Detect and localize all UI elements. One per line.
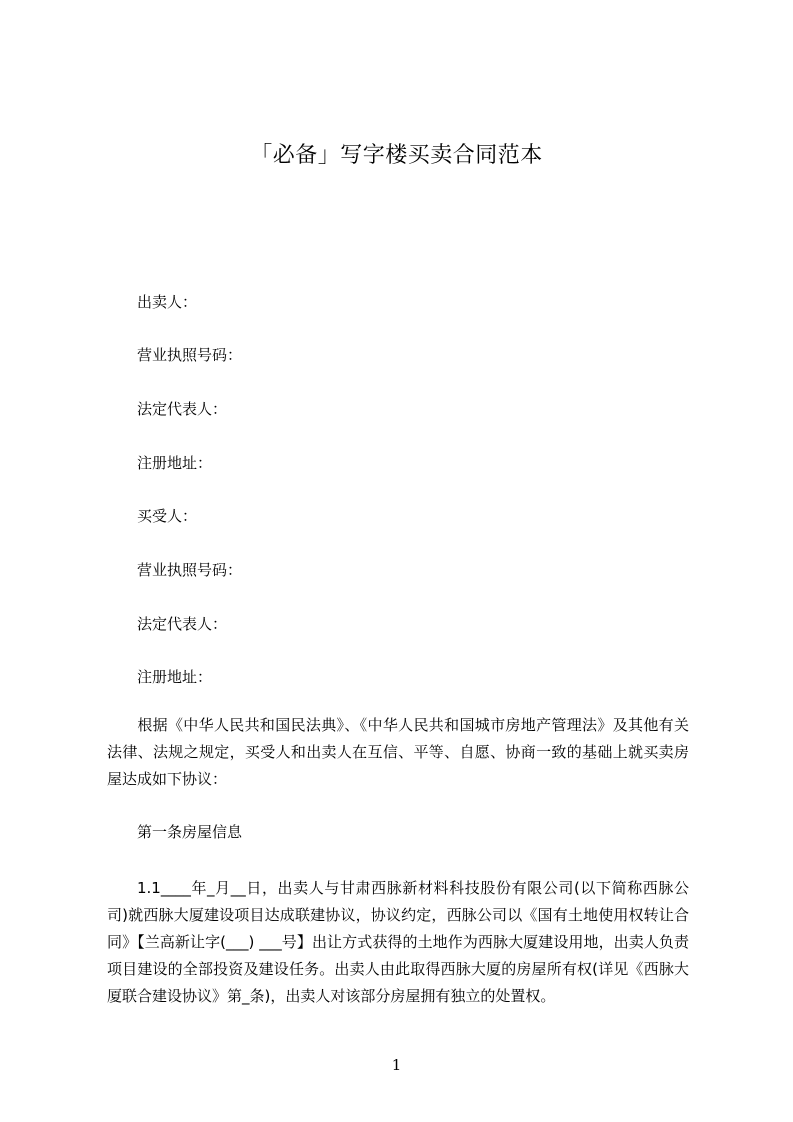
article-1-heading: 第一条房屋信息 (137, 823, 243, 841)
seller-address-label: 注册地址： (137, 454, 213, 472)
buyer-license-label: 营业执照号码： (137, 561, 243, 579)
preamble-paragraph (107, 712, 689, 793)
page-number: 1 (391, 1056, 402, 1074)
clause-1-1-paragraph (107, 875, 689, 1010)
clause-1-1-text: 1.1____年_月__日，出卖人与甘肃西脉新材料科技股份有限公司(以下简称西脉公司)就西脉大厦建设项目达成联建协议，协议约定，西脉公司以《国有土地使用权转让合同》【兰高新让字(___) ___号】出让方式获得的土地作为西脉大厦建设用地，出卖人负责项目建设的全部投资及建设任务。出卖人由此取得西脉大厦的房屋所有权(详见《西脉大厦联合建设协议》第_条)，出卖人对该部分房屋拥有独立的处置权。 (107, 879, 689, 1005)
buyer-legal-rep-label: 法定代表人： (137, 615, 228, 633)
document-title: 「必备」写字楼买卖合同范本 (250, 143, 543, 168)
buyer-name-label: 买受人： (137, 507, 198, 525)
seller-name-label: 出卖人： (137, 293, 198, 311)
seller-legal-rep-label: 法定代表人： (137, 400, 228, 418)
buyer-address-label: 注册地址： (137, 668, 213, 686)
preamble-text: 根据《中华人民共和国民法典》、《中华人民共和国城市房地产管理法》及其他有关法律、法规之规定，买受人和出卖人在互信、平等、自愿、协商一致的基础上就买卖房屋达成如下协议： (107, 716, 689, 788)
seller-license-label: 营业执照号码： (137, 346, 243, 364)
